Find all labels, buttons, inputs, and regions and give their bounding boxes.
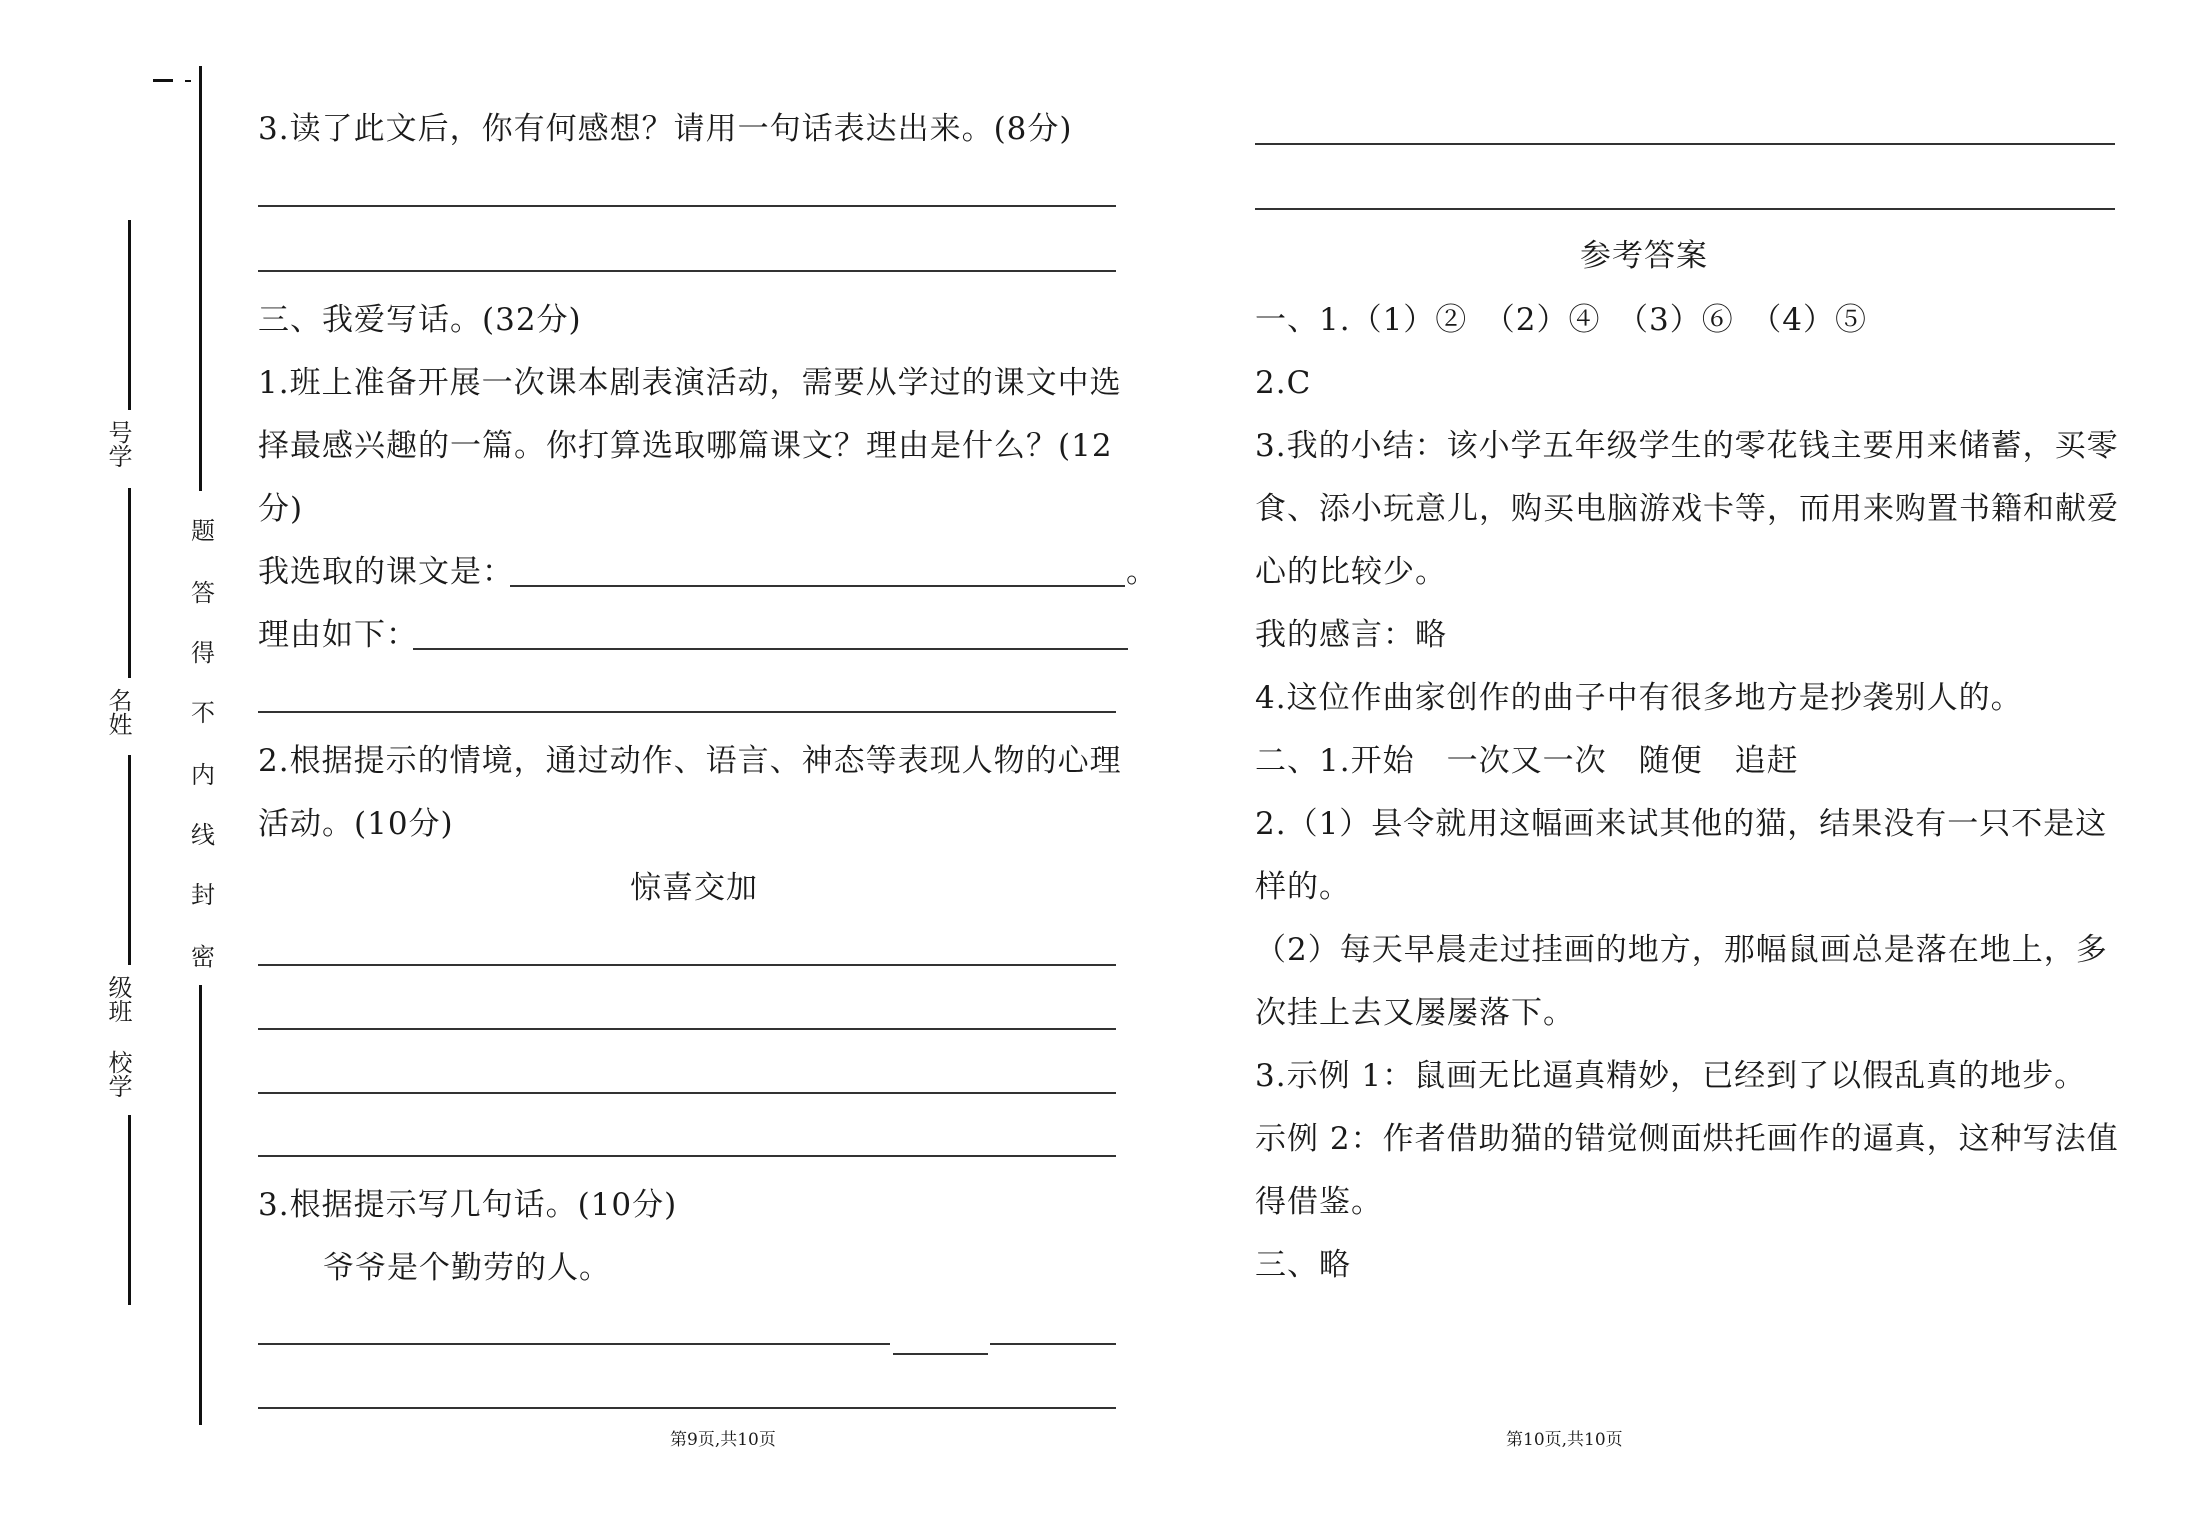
seal-char: 内 <box>191 761 215 789</box>
school-label: 校学 <box>104 1050 132 1098</box>
answer-line[interactable] <box>990 1343 1116 1345</box>
seal-char: 不 <box>191 699 215 727</box>
writing-3-sentence: 爷爷是个勤劳的人。 <box>323 1250 611 1286</box>
question-3-prompt: 3.读了此文后，你有何感想？请用一句话表达出来。(8分) <box>258 111 1073 147</box>
writing-1-prompt-line: 择最感兴趣的一篇。你打算选取哪篇课文？理由是什么？(12 <box>258 428 1113 464</box>
answer-line[interactable] <box>258 205 1116 207</box>
seal-char: 答 <box>191 579 215 607</box>
answer-line-text: 三、略 <box>1255 1247 1351 1283</box>
answer-line-text: 2.C <box>1255 365 1312 401</box>
seal-char: 题 <box>191 517 215 545</box>
answer-line-text: 3.示例 1：鼠画无比逼真精妙，已经到了以假乱真的地步。 <box>1255 1058 2087 1094</box>
corner-mark <box>153 79 173 82</box>
writing-2-prompt-line: 活动。(10分) <box>258 806 454 842</box>
seal-char: 封 <box>191 881 215 909</box>
page-footer: 第10页,共10页 <box>1506 1430 1623 1450</box>
writing-2-title: 惊喜交加 <box>630 870 758 906</box>
answer-line[interactable] <box>1255 143 2115 145</box>
answer-line-text: 一、1.（1）② （2）④ （3）⑥ （4）⑤ <box>1255 302 1867 338</box>
chosen-text-blank[interactable] <box>510 585 1125 587</box>
answer-line[interactable] <box>258 1028 1116 1030</box>
writing-1-prompt-line: 1.班上准备开展一次课本剧表演活动，需要从学过的课文中选 <box>258 365 1122 401</box>
margin-line <box>128 755 131 965</box>
seal-char: 线 <box>191 821 215 849</box>
answer-line[interactable] <box>258 270 1116 272</box>
answer-line-text: 得借鉴。 <box>1255 1184 1383 1220</box>
answer-line-text: 次挂上去又屡屡落下。 <box>1255 995 1575 1031</box>
answer-line-text: 心的比较少。 <box>1255 554 1447 590</box>
seal-line <box>199 66 202 491</box>
seal-char: 密 <box>191 943 215 971</box>
margin-line <box>128 488 131 678</box>
reason-blank[interactable] <box>413 648 1128 650</box>
reason-label: 理由如下： <box>258 617 418 653</box>
answer-line[interactable] <box>258 711 1116 713</box>
answer-line[interactable] <box>258 964 1116 966</box>
chosen-text-end: 。 <box>1126 554 1158 590</box>
answer-line-text: 二、1.开始 一次又一次 随便 追赶 <box>1255 743 1799 779</box>
answer-line[interactable] <box>258 1343 890 1345</box>
answer-line-text: 示例 2：作者借助猫的错觉侧面烘托画作的逼真，这种写法值 <box>1255 1121 2119 1157</box>
seal-char: 得 <box>191 639 215 667</box>
answer-line-text: 3.我的小结：该小学五年级学生的零花钱主要用来储蓄，买零 <box>1255 428 2119 464</box>
answer-line-text: 我的感言：略 <box>1255 617 1447 653</box>
answer-line-text: 4.这位作曲家创作的曲子中有很多地方是抄袭别人的。 <box>1255 680 2023 716</box>
writing-1-prompt-line: 分) <box>258 491 304 527</box>
page-footer: 第9页,共10页 <box>670 1430 776 1450</box>
answer-line-text: 2.（1）县令就用这幅画来试其他的猫，结果没有一只不是这 <box>1255 806 2108 842</box>
student-number-label: 号学 <box>104 420 132 468</box>
margin-line <box>128 220 131 410</box>
answer-key-heading: 参考答案 <box>1580 238 1708 274</box>
answer-line-mark <box>893 1353 988 1355</box>
answer-line-text: （2）每天早晨走过挂画的地方，那幅鼠画总是落在地上，多 <box>1255 932 2108 968</box>
student-name-label: 名姓 <box>104 688 132 736</box>
writing-3-prompt: 3.根据提示写几句话。(10分) <box>258 1187 678 1223</box>
section-3-heading: 三、我爱写话。(32分) <box>258 302 582 338</box>
margin-line <box>128 1115 131 1305</box>
answer-line[interactable] <box>258 1155 1116 1157</box>
writing-2-prompt-line: 2.根据提示的情境，通过动作、语言、神态等表现人物的心理 <box>258 743 1122 779</box>
answer-line[interactable] <box>1255 208 2115 210</box>
answer-line-text: 样的。 <box>1255 869 1351 905</box>
chosen-text-label: 我选取的课文是： <box>258 554 514 590</box>
answer-line-text: 食、添小玩意儿，购买电脑游戏卡等，而用来购置书籍和献爱 <box>1255 491 2119 527</box>
corner-mark-small <box>185 80 191 82</box>
answer-line[interactable] <box>258 1092 1116 1094</box>
answer-line[interactable] <box>258 1407 1116 1409</box>
class-label: 级班 <box>104 975 132 1023</box>
seal-line <box>199 985 202 1425</box>
